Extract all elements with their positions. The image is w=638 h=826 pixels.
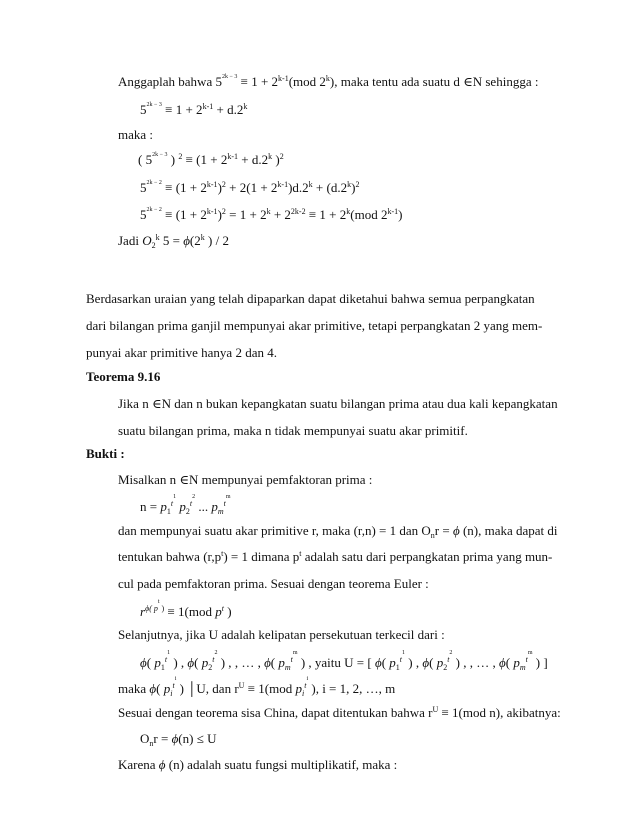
- proof-line-lcm-intro: Selanjutnya, jika U adalah kelipatan persekutuan terkecil dari :: [118, 627, 445, 642]
- para-line-2: dari bilangan prima ganjil mempunyai akar primitive, tetapi perpangkatan 2 yang mem-: [86, 318, 543, 333]
- line-jadi: Jadi $O_2^k$ $5 = \phi(2^k$ ) / 2: [118, 233, 229, 250]
- line-result: $5^{2k - 2} \equiv (1 + 2^{k-1})^2 = 1 + 2^k + 2^{2k-2} \equiv 1 + 2^k(mod$ 2$^{k-1}$): [140, 207, 403, 222]
- line-expand: $5^{2k - 2} \equiv (1 + 2^{k-1})^2 + 2(1 + 2^{k-1})d.2^k + (d.2^k)^2$: [140, 180, 360, 195]
- theorem-line-1: Jika n ∈N dan n bukan kepangkatan suatu bilangan prima atau dua kali kepangkatan: [118, 396, 558, 411]
- line-congruence-d: $5^{2k - 3} \equiv 1 + 2^{k-1} + d.2^k$: [140, 102, 248, 117]
- proof-line-divides: maka ϕ( $p_i^{t^i}$ ) │U, dan $r^U \equiv 1(mod$ $p_i^{t^i}$ ), i = 1, 2, …, m: [118, 676, 396, 698]
- proof-line-karena: Karena ϕ (n) adalah suatu fungsi multiplikatif, maka :: [118, 757, 398, 772]
- para-line-1: Berdasarkan uraian yang telah dipaparkan dapat diketahui bahwa semua perpangkatan: [86, 291, 535, 306]
- proof-line-order: $O_nr = \phi(n) \le U$: [140, 731, 217, 748]
- proof-line-factorization: Misalkan n ∈N mempunyai pemfaktoran prima :: [118, 472, 373, 487]
- proof-line-euler-intro: cul pada pemfaktoran prima. Sesuai dengan teorema Euler :: [118, 576, 429, 591]
- proof-line-lcm: ϕ( $p_1^{t^1}$ ) , ϕ( $p_2^{t^2}$ ) , , … , ϕ( $p_m^{t^m}$ ) , yaitu U = [ ϕ( $p_1^{t^1}$ ) , ϕ( $p_2^{t^2}$ ) , , … , ϕ( $p_m^{t^m}$ ) ]: [140, 650, 548, 672]
- proof-line-product: $n = p_1^{t^1}$ $p_2^{t^2}$ ... $p_m^{t^m}$: [140, 494, 231, 516]
- theorem-title: Teorema 9.16: [86, 369, 161, 384]
- theorem-line-2: suatu bilangan prima, maka n tidak mempunyai suatu akar primitif.: [118, 423, 468, 438]
- proof-line-china: Sesuai dengan teorema sisa China, dapat ditentukan bahwa $r^U \equiv 1(mod$ n), akibatnya:: [118, 705, 561, 720]
- line-maka: maka :: [118, 127, 154, 142]
- proof-line-euler: $r^{\phi( p^t )} \equiv 1(mod$ $p^t$ ): [140, 599, 232, 619]
- line-square: ( $5^{2k - 3}$ ) $^2 \equiv (1 + 2^{k-1} + d.2^k$ )$^2$: [138, 152, 284, 167]
- para-line-3: punyai akar primitive hanya 2 dan 4.: [86, 345, 277, 360]
- proof-line-tentukan: tentukan bahwa $(r,p^t) = 1$ dimana $p^t$ adalah satu dari perpangkatan prima yang mun-: [118, 549, 553, 564]
- line-anggaplah: Anggaplah bahwa $5^{2k - 3} \equiv 1 + 2^{k-1}(mod$ 2$^k$), maka tentu ada suatu d ∈N sehingga :: [118, 74, 539, 89]
- proof-line-primitive: dan mempunyai suatu akar primitive r, maka (r,n) = 1 dan $O_nr = \phi$ (n), maka dapat di: [118, 523, 558, 540]
- proof-title: Bukti :: [86, 446, 125, 461]
